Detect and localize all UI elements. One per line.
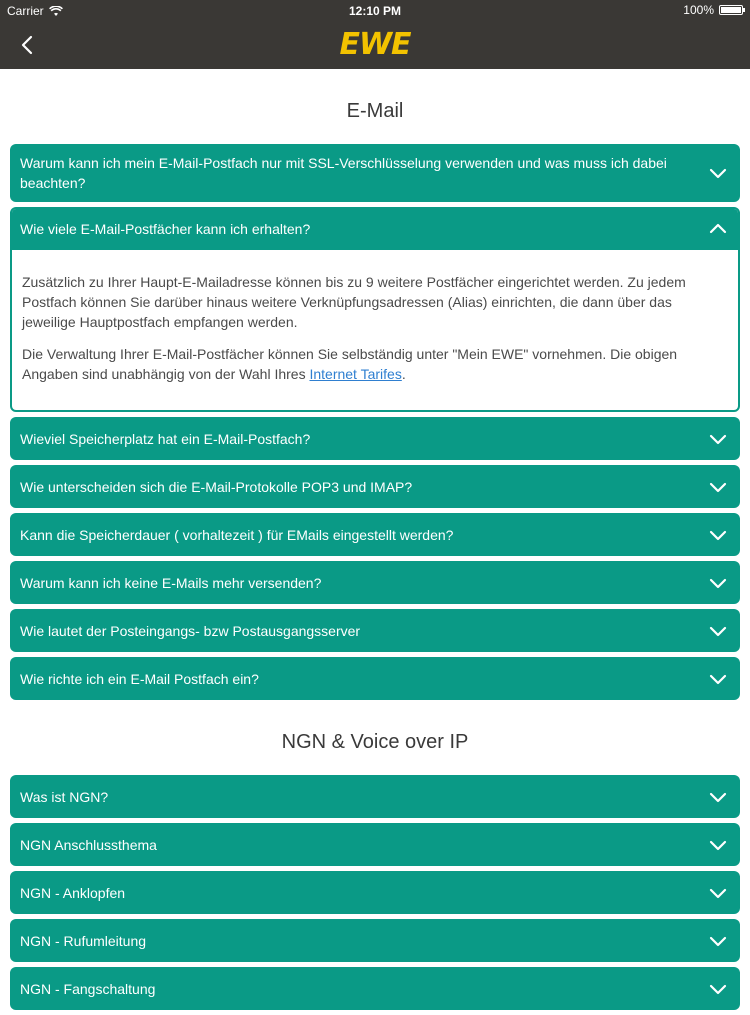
nav-bar [0,22,750,69]
faq-question: Warum kann ich mein E-Mail-Postfach nur mit SSL-Verschlüsselung verwenden und was muss ich dabei beachten? [20,155,667,191]
faq-question: Wie lautet der Posteingangs- bzw Postausgangsserver [20,622,361,639]
status-bar [0,0,750,22]
status-right [683,3,743,17]
chevron-down-icon [708,429,728,449]
answer-paragraph: Die Verwaltung Ihrer E-Mail-Postfächer können Sie selbständig unter "Mein EWE" vornehmen. Die obigen Angaben sind unabhängig von der Wahl Ihres Internet Tarifes. [22,346,678,382]
faq-content [0,69,750,1015]
faq-item[interactable] [10,775,740,818]
faq-question: Wie richte ich ein E-Mail Postfach ein? [20,670,259,687]
battery-icon [719,5,743,15]
internet-tarife-link[interactable]: Internet Tarifes [309,366,402,382]
chevron-down-icon [708,163,728,183]
ewe-logo: EWE [339,27,411,62]
faq-item[interactable] [10,967,740,1010]
answer-paragraph: Zusätzlich zu Ihrer Haupt-E-Mailadresse können bis zu 9 weitere Postfächer eingerichtet werden. Zu jedem Postfach können Sie darüber hinaus weitere Verknüpfungsadressen (Alias) einrichten, die dann über das jeweilige Hauptpostfach empfangen werden. [22,274,686,330]
faq-accordion-ngn [10,775,740,1010]
faq-item[interactable] [10,144,740,202]
faq-item[interactable] [10,919,740,962]
chevron-down-icon [708,931,728,951]
chevron-down-icon [708,525,728,545]
chevron-down-icon [708,621,728,641]
chevron-down-icon [708,883,728,903]
faq-question: NGN - Fangschaltung [20,980,156,997]
faq-item[interactable] [10,417,740,460]
chevron-down-icon [708,979,728,999]
faq-item[interactable] [10,561,740,604]
chevron-down-icon [708,477,728,497]
faq-question: Warum kann ich keine E-Mails mehr versenden? [20,574,322,591]
section-title-email: E-Mail [346,100,404,122]
faq-question: NGN - Anklopfen [20,884,126,901]
faq-accordion-email [10,144,740,700]
faq-question: NGN - Rufumleitung [20,932,147,949]
faq-item[interactable] [10,871,740,914]
faq-question: NGN Anschlussthema [20,836,157,853]
section-title-ngn: NGN & Voice over IP [281,731,469,753]
status-time: 12:10 PM [348,4,402,18]
carrier-label: Carrier [7,4,44,18]
faq-item[interactable] [10,823,740,866]
chevron-down-icon [708,573,728,593]
chevron-down-icon [708,787,728,807]
faq-item[interactable] [10,609,740,652]
faq-question: Wieviel Speicherplatz hat ein E-Mail-Postfach? [20,430,311,447]
chevron-down-icon [708,669,728,689]
faq-item[interactable] [10,465,740,508]
battery-percent: 100% [683,3,714,17]
faq-answer [12,250,738,410]
faq-question: Was ist NGN? [20,788,109,805]
chevron-down-icon [708,835,728,855]
faq-item[interactable] [10,513,740,556]
faq-question: Wie unterscheiden sich die E-Mail-Protokolle POP3 und IMAP? [20,478,413,495]
chevron-up-icon [708,219,728,239]
faq-question: Wie viele E-Mail-Postfächer kann ich erhalten? [20,220,311,237]
faq-item[interactable] [10,657,740,700]
faq-question: Kann die Speicherdauer ( vorhaltezeit ) für EMails eingestellt werden? [20,526,454,543]
faq-item-expanded[interactable] [10,207,740,412]
